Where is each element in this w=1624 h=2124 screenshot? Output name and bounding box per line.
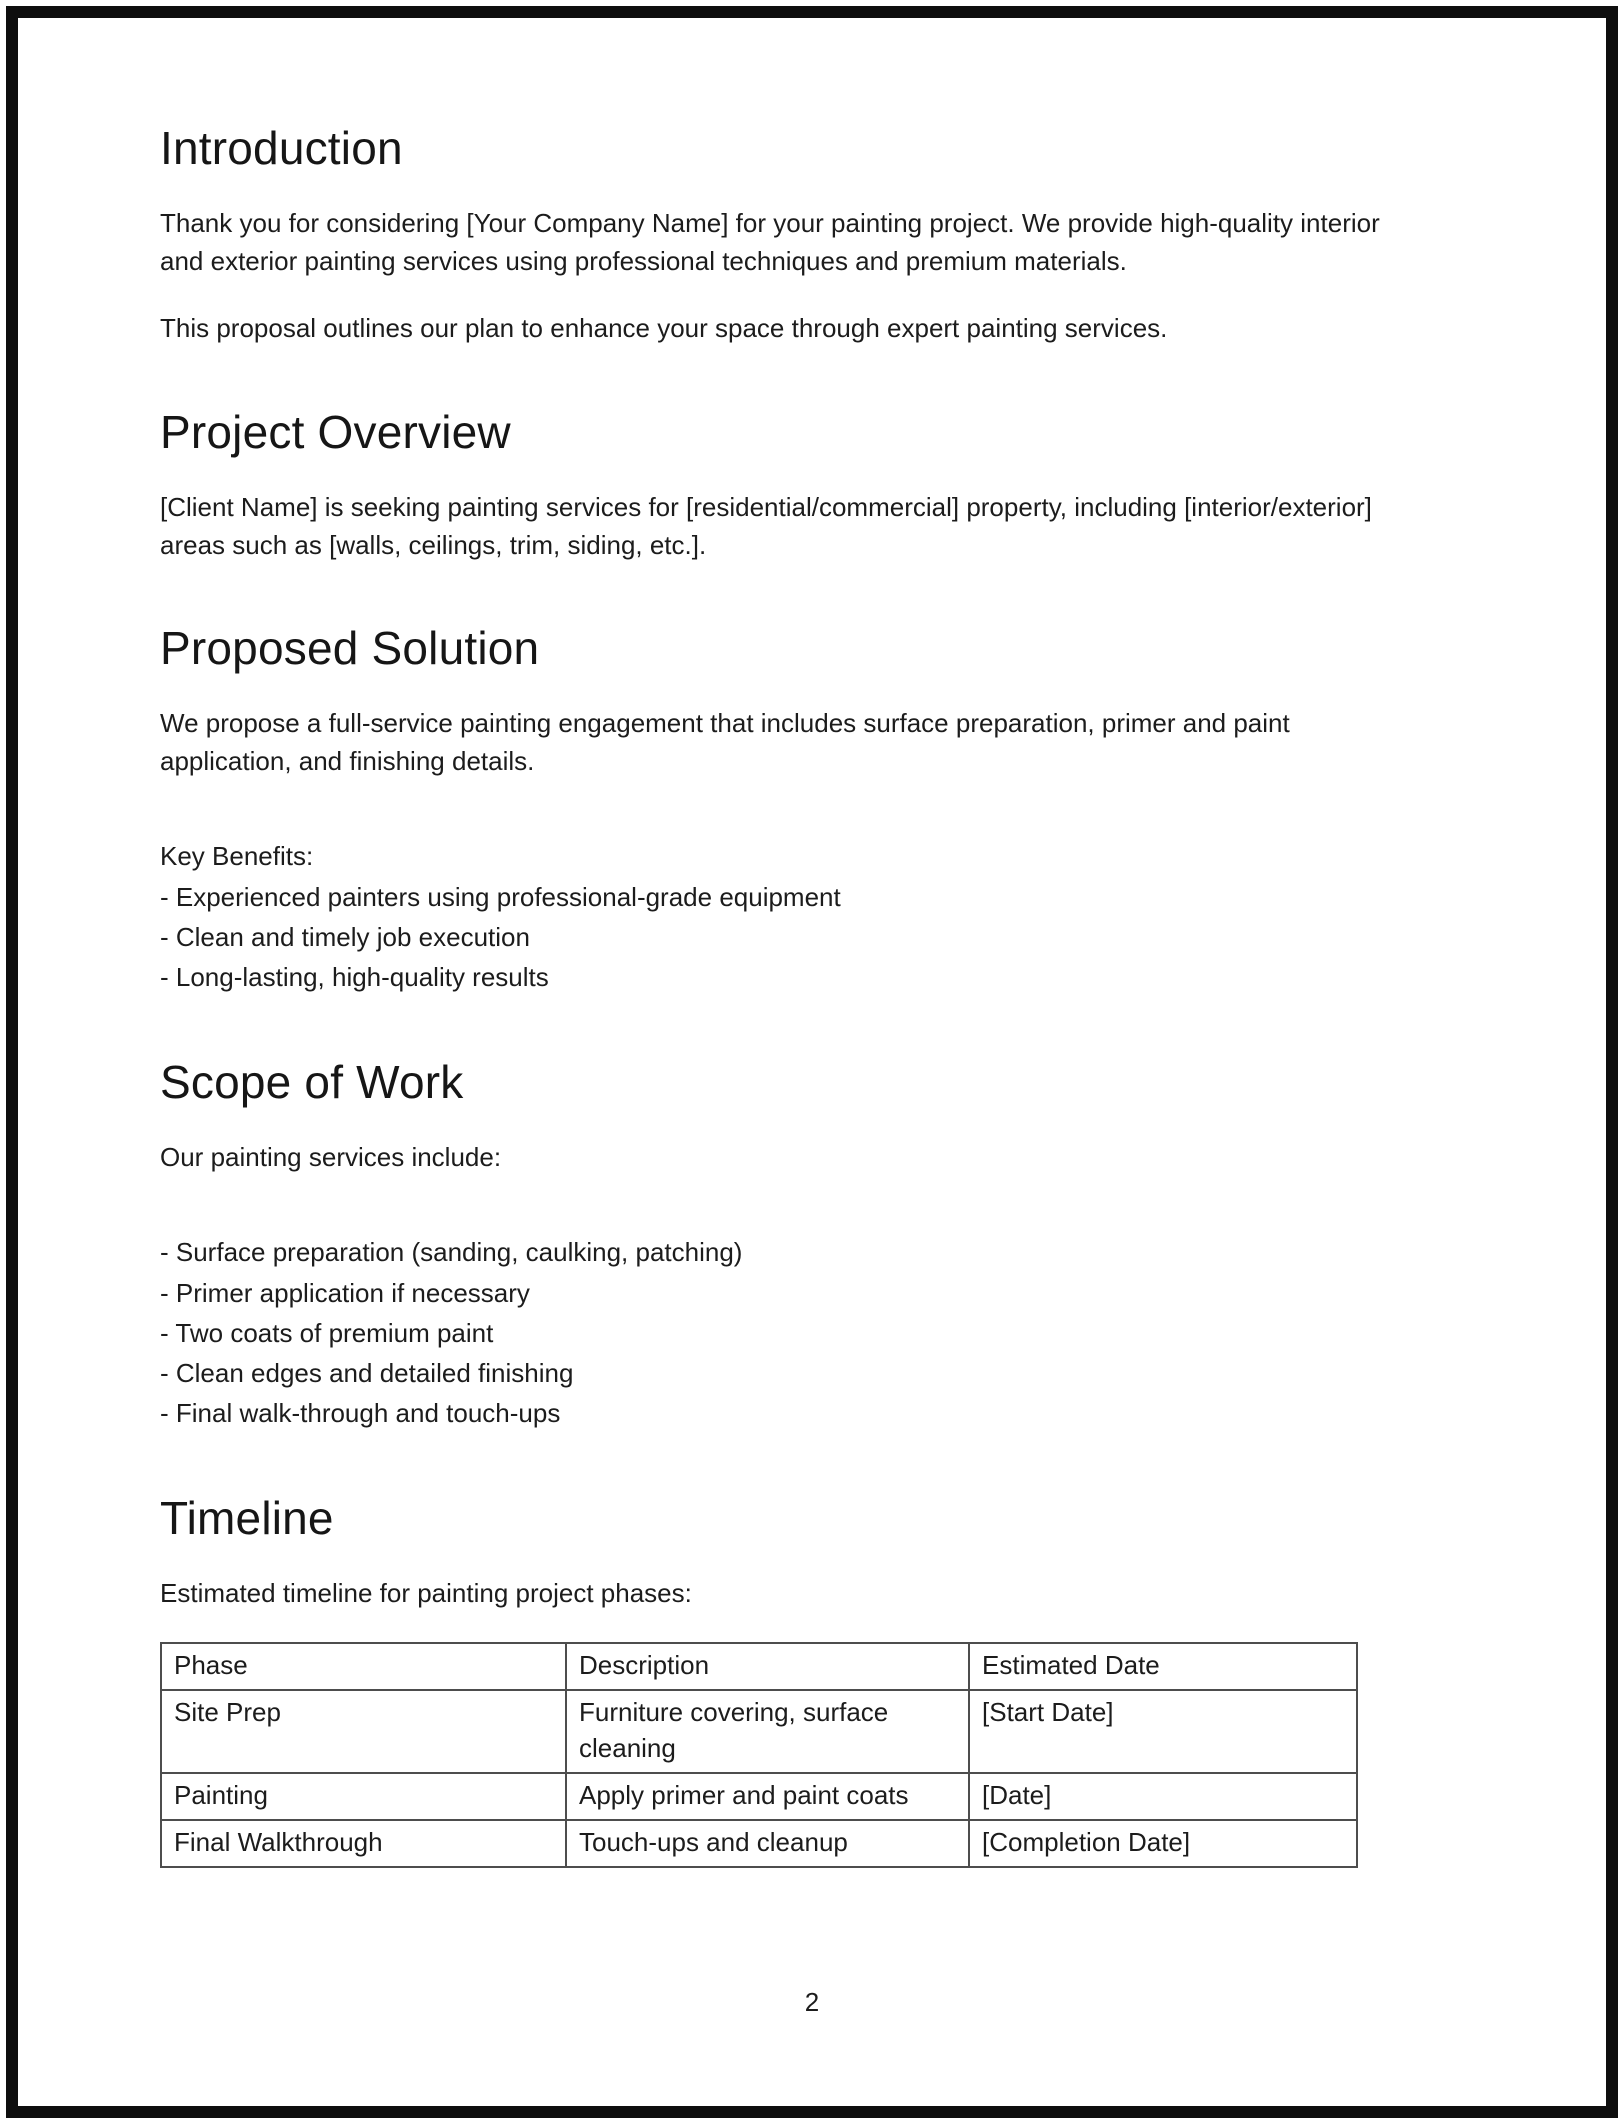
heading-scope-of-work: Scope of Work [160,1055,464,1108]
paragraph-introduction-2: This proposal outlines our plan to enhance your space through expert painting services. [160,313,1168,344]
list-item: - Experienced painters using professional-grade equipment [160,881,841,912]
list-item: - Primer application if necessary [160,1277,530,1308]
table-cell-phase: Final Walkthrough [161,1820,566,1867]
paragraph-introduction-1: Thank you for considering [Your Company Name] for your painting project. We provide high-quality interior and exterior painting services using professional techniques and premium materials. [160,207,1380,276]
table-row [161,1690,1357,1772]
heading-timeline: Timeline [160,1491,334,1544]
table-cell-phase: Painting [161,1773,566,1820]
table-cell-description: Apply primer and paint coats [566,1773,969,1820]
list-item: - Clean edges and detailed finishing [160,1358,574,1389]
page-number: 2 [804,1987,820,2017]
paragraph-proposed-solution: We propose a full-service painting engagement that includes surface preparation, primer and paint application, and finishing details. [160,708,1290,776]
heading-project-overview: Project Overview [160,405,511,458]
list-item: - Final walk-through and touch-ups [160,1398,561,1429]
list-item: - Long-lasting, high-quality results [160,962,549,993]
timeline-table [160,1642,1358,1867]
table-cell-estimated-date: [Completion Date] [969,1820,1357,1867]
paragraph-scope-intro: Our painting services include: [160,1141,502,1172]
list-item: - Clean and timely job execution [160,922,530,953]
list-item: - Surface preparation (sanding, caulking, patching) [160,1237,743,1268]
key-benefits-block [160,836,1406,997]
key-benefits-label: Key Benefits: [160,841,314,872]
table-header-row [161,1643,1357,1690]
scope-items-block [160,1232,1406,1433]
table-cell-estimated-date: [Start Date] [969,1690,1357,1772]
column-header-estimated-date: Estimated Date [969,1643,1357,1690]
table-cell-description: Touch-ups and cleanup [566,1820,969,1867]
document-page [6,6,1618,2118]
heading-introduction: Introduction [160,122,403,174]
column-header-description: Description [566,1643,969,1690]
list-item: - Two coats of premium paint [160,1317,494,1348]
table-cell-description: Furniture covering, surface cleaning [566,1690,969,1772]
document-content [18,18,1606,1868]
table-row [161,1773,1357,1820]
table-cell-phase: Site Prep [161,1690,566,1772]
column-header-phase: Phase [161,1643,566,1690]
table-cell-estimated-date: [Date] [969,1773,1357,1820]
paragraph-project-overview: [Client Name] is seeking painting services for [residential/commercial] property, including [interior/exterior] areas such as [walls, ceilings, trim, siding, etc.]. [160,491,1372,560]
table-row [161,1820,1357,1867]
heading-proposed-solution: Proposed Solution [160,622,540,675]
paragraph-timeline-intro: Estimated timeline for painting project phases: [160,1577,692,1608]
